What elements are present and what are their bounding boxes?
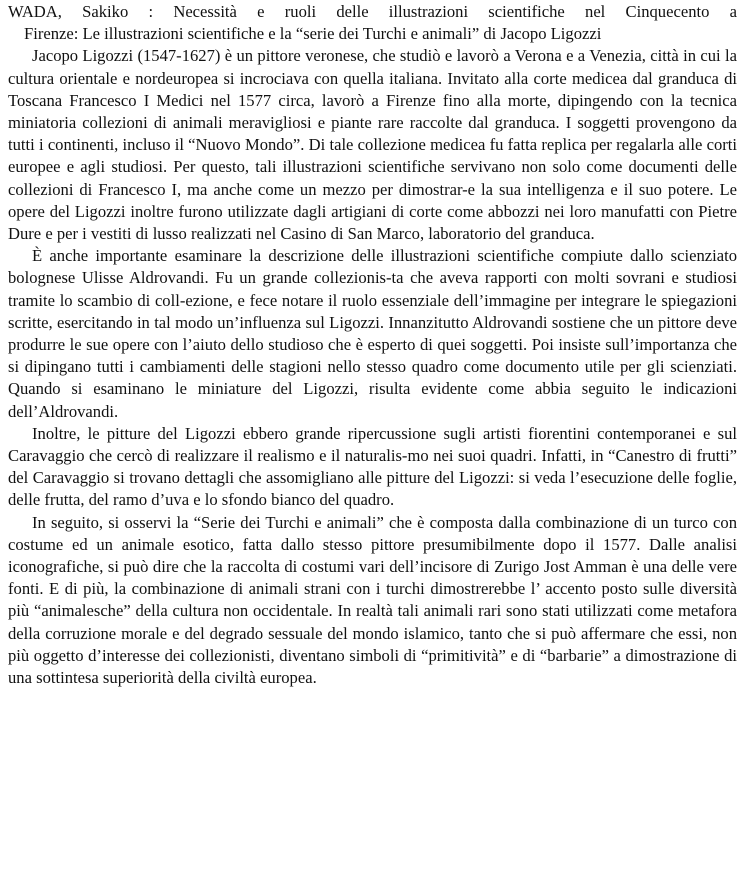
paragraph-3: Inoltre, le pitture del Ligozzi ebbero grande ripercussione sugli artisti fiorentini contemporanei e sul Caravaggio che cercò di realizzare il realismo e il naturalis-mo nei suoi quadri. Infatti, in “Canestro di frutti” del Caravaggio si trovano dettagli che assomigliano alle pitture del Ligozzi: si veda l’esecuzione delle foglie, delle frutta, del ramo d’uva e lo sfondo bianco del quadro. (8, 423, 737, 510)
abstract-page (8, 1, 737, 689)
header-line-1: WADA, Sakiko : Necessità e ruoli delle illustrazioni scientifiche nel Cinquecento a (8, 2, 737, 21)
paragraph-2: È anche importante esaminare la descrizione delle illustrazioni scientifiche compiute dallo scienziato bolognese Ulisse Aldrovandi. Fu un grande collezionis-ta che aveva rapporti con molti sovrani e studiosi tramite lo scambio di coll-ezione, e fece notare il ruolo essenziale dell’immagine per integrare le spiegazioni scritte, esercitando in tal modo un’influenza sul Ligozzi. Innanzitutto Aldrovandi sostiene che un pittore deve produrre le sue opere con l’aiuto dello studioso che è esperto di quei soggetti. Poi insiste sull’importanza che si dipingano tutti i cambiamenti delle stagioni nello stesso quadro come documento utile per gli scienziati. Quando si esaminano le miniature del Ligozzi, risulta evidente come abbia seguito le indicazioni dell’Aldrovandi. (8, 246, 737, 421)
article-header (8, 1, 737, 45)
paragraph-4: In seguito, si osservi la “Serie dei Turchi e animali” che è composta dalla combinazione di un turco con costume ed un animale esotico, fatta dallo stesso pittore presumibilmente dopo il 1577. Dalle analisi iconografiche, si può dire che la raccolta di costumi vari dell’incisore di Zurigo Jost Amman è una delle vere fonti. E di più, la combinazione di animali strani con i turchi dimostrerebbe l’ accento posto sulle diversità più “animalesche” della cultura non occidentale. In realtà tali animali rari sono stati utilizzati come metafora della corruzione morale e del degrado sessuale del mondo islamico, tanto che si può affermare che essi, non più oggetto d’interesse dei collezionisti, diventano simboli di “primitività” e di “barbarie” a dimostrazione di una sottintesa superiorità della civiltà europea. (8, 512, 737, 688)
header-line-2: Firenze: Le illustrazioni scientifiche e la “serie dei Turchi e animali” di Jacopo Ligozzi (24, 24, 602, 44)
paragraph-1: Jacopo Ligozzi (1547-1627) è un pittore veronese, che studiò e lavorò a Verona e a Venezia, città in cui la cultura orientale e nordeuropea si incrociava con quella italiana. Invitato alla corte medicea dal granduca di Toscana Francesco I Medici nel 1577 circa, lavorò a Firenze fino alla morte, dipingendo con la tecnica miniatoria collezioni di animali meravigliosi e piante rare raccolte dal granduca. I soggetti provengono da tutti i continenti, incluso il “Nuovo Mondo”. Di tale collezione medicea fu fatta replica per regalarla alle corti europee e agli studiosi. Per questo, tali illustrazioni scientifiche servivano non solo come documenti delle collezioni di Francesco I, ma anche come un mezzo per dimostrar-e la sua intelligenza e il suo potere. Le opere del Ligozzi inoltre furono utilizzate dagli artigiani di corte come abbozzi nei loro manufatti con Pietre Dure e per i vestiti di lusso realizzati nel Casino di San Marco, laboratorio del granduca. (8, 46, 737, 244)
